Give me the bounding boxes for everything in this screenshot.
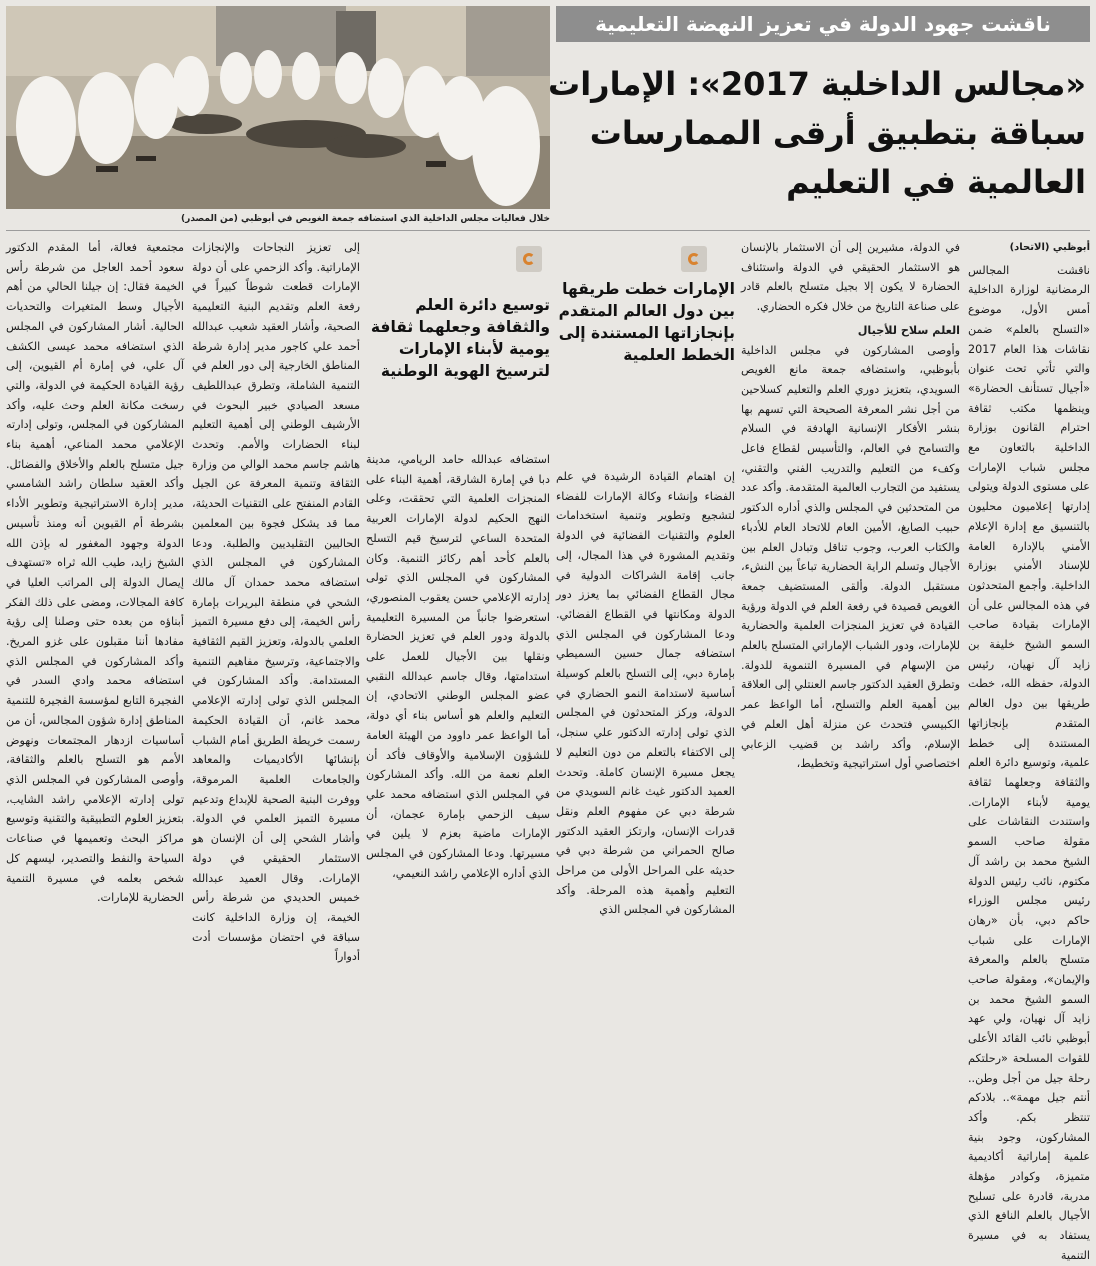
subheading: العلم سلاح للأجيال (857, 323, 960, 337)
article-column-2 (741, 238, 960, 800)
headline (548, 60, 1086, 208)
column-text: مجتمعية فعالة، أما المقدم الدكتور سعود أحمد العاجل من شرطة رأس الخيمة فقال: إن جيلنا الحالي من أهم الأجيال وسط المتغيرات والتحديات الحالية. أشار المشاركون في المجلس الذي استضافه محمد عيسى الكشف آل علي، في إمارة أم القيوين، إلى رؤية القيادة الحكيمة في الدولة، والتي رسخت مكانة العلم وحث عليه، وأكد المشاركون في المجلس، وتولى إدارته الإعلامي محمد المناعي، أهمية بناء جيل متسلح بالعلم والأخلاق والفضائل. وأكد العقيد سلطان راشد الشامسي مدير إدارة الاستراتيجية وتطوير الأداء بشرطة أم القيوين أنه ومنذ تأسيس الدولة وجهود المغفور له بإذن الله الشيخ زايد، طيب الله ثراه «تستهدف إيصال الدولة إلى المراتب العليا في كافة المجالات، ومضى على ذلك الفكر أبناؤه من بعده حتى وصلنا إلى رؤية مفادها أننا مقبلون على غزو المريخ. وأكد المشاركون في المجلس الذي استضافه محمد وادي السدر في الفجيرة التابع لمؤسسة الفجيرة للتنمية المناطق إدارة شؤون المجالس، أن من أساسيات ازدهار المجتمعات ونهوض الأمم هو التسلح بالعلم والثقافة، وأوصى المشاركون في المجلس الذي تولى إدارته الإعلامي راشد الشايب، بتعزيز العلوم التطبيقية والتقنية وتوسيع مراكز البحث وتعميمها في صناعات السياحة والنفط والتصدير، ليسهم كل شخص بعلمه في مسيرة التنمية الحضارية للإمارات. (6, 241, 184, 905)
column-text: ناقشت المجالس الرمضانية لوزارة الداخلية أمس الأول، موضوع «التسلح بالعلم» ضمن نقاشات هذا العام 2017 والتي تأتي تحت عنوان «أجيال تستأنف الحضارة» وينظمها مكتب ثقافة احترام القانون بوزارة الداخلية بالتعاون مع مجلس شباب الإمارات على مستوى الدولة ويتولى إدارتها إعلاميون محليون بالتنسيق مع إدارة الإعلام الأمني بالإدارة العامة للإسناد الأمني بوزارة الداخلية. وأجمع المتحدثون في هذه المجالس على أن الإمارات بقيادة صاحب السمو الشيخ خليفة بن زايد آل نهيان، رئيس الدولة، حفظه الله، خطت طريقها بين دول العالم المتقدم بإنجازاتها المستندة إلى خطط علمية، وتوسيع دائرة العلم والثقافة وجعلهما ثقافة يومية لأبناء الإمارات. واستندت النقاشات على مقولة صاحب السمو الشيخ محمد بن راشد آل مكتوم، نائب رئيس الدولة رئيس مجلس الوزراء حاكم دبي، بأن «رهان الإمارات على شباب متسلح بالعلم والمعرفة والإيمان»، ومقولة صاحب السمو الشيخ محمد بن زايد آل نهيان، ولي عهد أبوظبي نائب القائد الأعلى للقوات المسلحة «رحلتكم رحلة جيل من أجل وطن.. أنتم جيل مهمة».. بلادكم تنتظر بكم. وأكد المشاركون، وجود بنية علمية إماراتية أكاديمية متميزة، وكوادر مؤهلة مدربة، قادرة على تسليح الأجيال بالعلم النافع الذي يستفاد به في مسيرة التنمية (968, 263, 1090, 1262)
article-column-5 (192, 238, 360, 964)
column-text: إلى تعزيز النجاحات والإنجازات الإماراتية. وأكد الزحمي على أن دولة الإمارات قطعت شوطاً كبيراً في رفعة العلم وتقديم البنية التعليمية الصحية، وأشار العقيد شعيب عبدالله أحمد علي كاجور مدير إدارة شرطة المناطق الخارجية إلى دور العلم في التنمية الشاملة، وتطرق عبداللطيف مسعد الصيادي خبير البحوث في الأرشيف الوطني إلى أهمية التعليم لبناء الحضارات والأمم. وتحدث هاشم جاسم محمد الوالي من وزارة الثقافة وتنمية المعرفة عن الجيل القادم المنفتح على التقنيات الحديثة، مما قد يشكل فجوة بين المعلمين الحاليين التقليديين والطلبة. ودعا المشاركون في المجلس الذي استضافه محمد حمدان آل مالك الشحي في منطقة البريرات بإمارة رأس الخيمة، إلى دفع مسيرة التميز العلمي بالدولة، وتعزيز القيم الثقافية والاجتماعية، وترسيخ مفاهيم التنمية المستدامة. وأكد المشاركون في المجلس الذي تولى إدارته الإعلامي محمد غانم، أن القيادة الحكيمة رسمت خريطة الطريق أمام الشباب بإنشائها الأكاديميات والمعاهد والجامعات العلمية المرموقة، ووفرت البنية الصحية للإبداع وتدعيم مسيرة التميز العلمي في الدولة. وأشار الشحي إلى أن الإنسان هو الاستثمار الحقيقي في دولة الإمارات. وقال العميد عبدالله خميس الحديدي من شرطة رأس الخيمة، إن وزارة الداخلية كانت سباقة في احتضان مؤسسات أدت أدواراً (192, 241, 360, 964)
column-text: وأوصى المشاركون في مجلس الداخلية بأبوظبي، واستضافه جمعة مانع الغويص السويدي، بتعزيز دوري العلم والتعليم كسلاحين من أجل نشر المعرفة الصحيحة التي تسهم بها بنشر الأفكار الإنسانية الهادفة في السلام والتسامح في العالم، والتأسيس لقطاع فاعل وكفء من التعليم والتدريب الفني والتقني، يستفيد من التجارب العالمية المتقدمة. وأكد عدد من المتحدثين في المجلس والذي أداره الدكتور حبيب الصايغ، الأمين العام للاتحاد العام للأدباء والكتاب العرب، وجوب تناقل وتبادل العلم بين الأجيال وتسلم الراية الحضارية تباعاً بين النشء، مستقبل الدولة. وألقى المستضيف جمعة الغويص قصيدة في رفعة العلم في الدولة ورؤية القيادة في تعزيز المنجزات العلمية والحضارية للإمارات، ودور الشباب الإماراتي المتسلح بالعلم من الإسهام في المسيرة التنموية للدولة. وتطرق العقيد الدكتور جاسم العنتلي إلى العلاقة بين أهمية العلم والتسلح، أما الواعظ عمر الكبيسي فتحدث عن منزلة أهل العلم في الإسلام، وأكد راشد بن قضيب الزعابي اختصاصي أول استراتيجية وتخطيط، (741, 343, 960, 771)
pull-quote-text: الإمارات خطت طريقها بين دول العالم المتقدم بإنجازاتها المستندة إلى الخطط العلمية (558, 280, 735, 364)
dateline: أبوظبي (الاتحاد) (1009, 242, 1090, 253)
article-column-1 (968, 238, 1090, 1262)
headline-line: سباقة بتطبيق أرقى الممارسات (589, 114, 1086, 152)
pull-quote-text: توسيع دائرة العلم والثقافة وجعلهما ثقافة يومية لأبناء الإمارات لترسيخ الهوية الوطنية (370, 296, 550, 380)
headline-line: العالمية في التعليم (786, 163, 1086, 201)
article-photo (6, 6, 550, 209)
column-text: إن اهتمام القيادة الرشيدة في علم الفضاء وإنشاء وكالة الإمارات للفضاء لتشجيع وتطوير وتنمية استخدامات العلوم والتقنيات الفضائية في الدولة وتقديم المشورة في هذا المجال، إلى جانب إقامة الشراكات الدولية في مجال القطاع الفضائي بما يعزز دور الدولة ومكانتها في القطاع الفضائي. ودعا المشاركون في المجلس الذي استضافه جمال حسين السميطي بإمارة دبي، إلى التسلح بالعلم كوسيلة أساسية لاستدامة النمو الحضاري في الدولة، وركز المتحدثون في المجلس الذي تولى إدارته الدكتور علي سنجل، إلى الاكتفاء بالتعلم من دون التعليم لا يجعل مسيرة الإنسان كاملة. وتحدث العميد الدكتور غيث غانم السويدي من شرطة دبي عن مفهوم العلم ونقل قدرات الإنسان، وارتكز العقيد الدكتور صالح الحمراني من شرطة دبي في حديثه على المراحل الأولى من مراحل التعليم وأهمية هذه المرحلة. وأكد المشاركون في المجلس الذي (556, 470, 735, 917)
majlis-photo-illustration (6, 6, 550, 209)
article-column-6 (6, 238, 184, 905)
column-text: استضافه عبدالله حامد الريامي، مدينة دبا في إمارة الشارقة، أهمية البناء على المنجزات العلمية التي تحققت، وعلى النهج الحكيم لدولة الإمارات العربية المتحدة الساعي لترسيخ قيم التسلح بالعلم كأحد أهم ركائز التنمية. وكان المشاركون في المجلس الذي تولى إدارته الإعلامي حسن يعقوب المنصوري، استعرضوا جانباً من المسيرة التعليمية بالدولة ودور العلم في تعزيز الحضارة ونقلها بين الأجيال للعمل على استدامتها، وقال جاسم عبدالله النقبي عضو المجلس الوطني الاتحادي، إن التعليم والعلم هو أساس بناء أي دولة، أما الواعظ عمر داوود من الهيئة العامة للشؤون الإسلامية والأوقاف فأكد أن العلم نعمة من الله. وأكد المشاركون في المجلس الذي استضافه محمد علي سيف الزحمي بإمارة عجمان، أن الإمارات ماضية بعزم لا يلين في مسيرتها. ودعا المشاركون في المجلس الذي أداره الإعلامي راشد النعيمي، (366, 453, 550, 880)
section-divider (6, 230, 1090, 231)
article-column-3 (556, 238, 735, 917)
headline-line: «مجالس الداخلية 2017»: الإمارات (548, 65, 1086, 103)
photo-caption: خلال فعاليات مجلس الداخلية الذي استضافه جمعة الغويص في أبوظبي (من المصدر) (181, 214, 550, 224)
article-column-4 (366, 238, 550, 880)
column-text: في الدولة، مشيرين إلى أن الاستثمار بالإنسان هو الاستثمار الحقيقي في الدولة واستئناف الحضارة لا يكون إلا بجيل متسلح بالعلم قادر على صناعة التاريخ من خلال فكره الحضاري. (741, 241, 960, 314)
kicker-banner: ناقشت جهود الدولة في تعزيز النهضة التعليمية (556, 6, 1090, 42)
